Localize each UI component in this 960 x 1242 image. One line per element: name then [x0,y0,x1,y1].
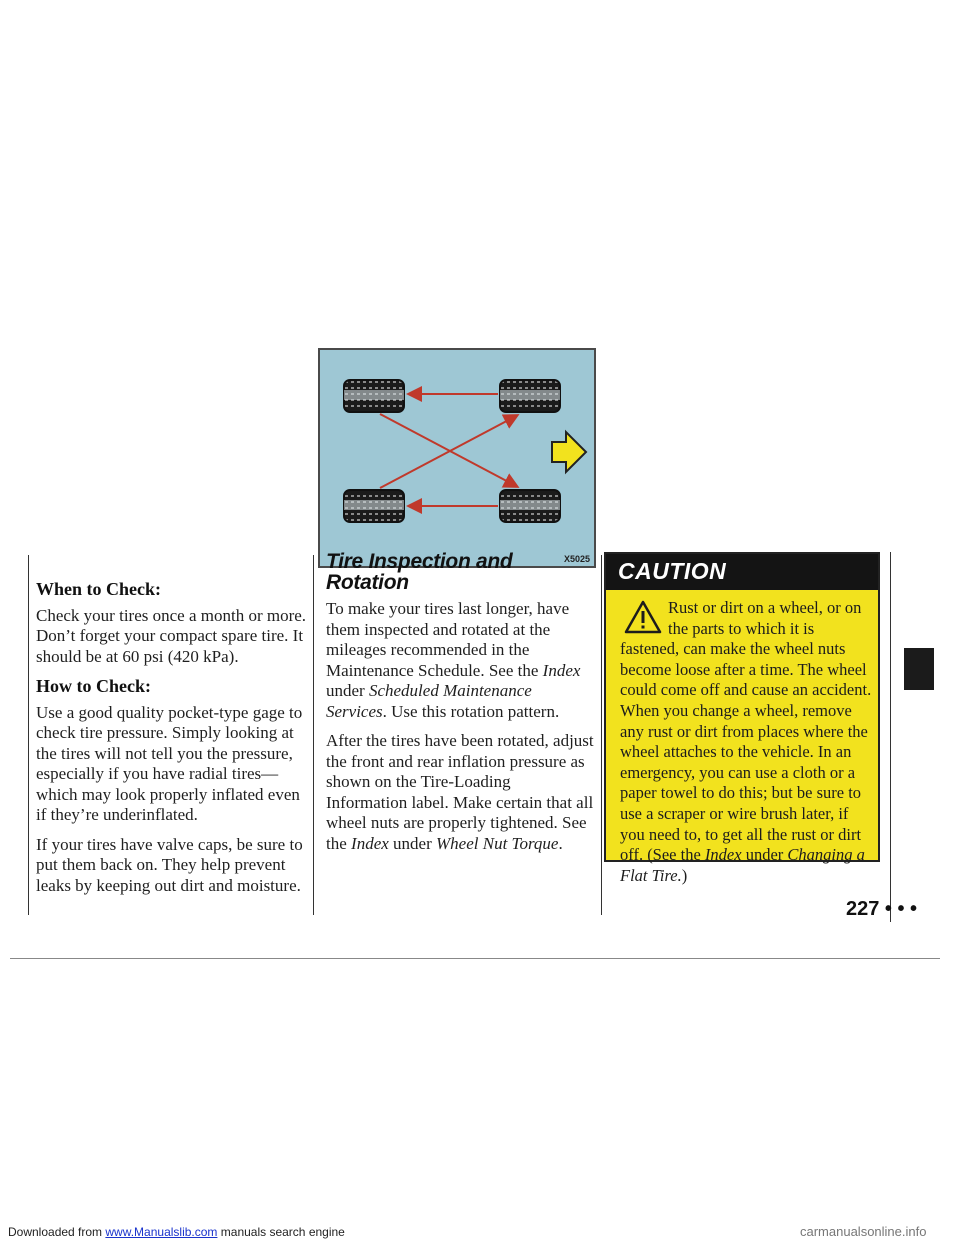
manualslib-link[interactable]: www.Manualslib.com [105,1225,218,1239]
inflation-paragraph [326,731,596,854]
caution-text-2: under [741,845,788,865]
valve-caps-text: If your tires have valve caps, be sure to put them back on. They help prevent leaks by keeping out dirt and moisture. [36,834,303,895]
when-to-check-heading: When to Check: [36,579,161,599]
section-title: Tire Inspection and Rotation [326,550,513,594]
wheel-nut-torque-ref: Wheel Nut Torque [436,833,559,853]
rotation-paragraph [326,599,596,722]
bottom-rule [10,958,940,959]
arrow-cross-rl-to-fr [380,416,516,488]
footer-download-note [8,1225,345,1239]
caution-text-1: Rust or dirt on a wheel, or on the parts to which it is fastened, can make the wheel nuts become loose after a time. The wheel could come off and cause an accident. When you change a wheel, remove any rust or dirt from places where the wheel attaches to the vehicle. In an emergency, you can use a cloth or a paper towel to do this; but be sure to use a scraper or wire brush later, if you need to, to get all the rust or dirt off. (See the [620,598,872,865]
caution-text-3: ) [681,865,688,885]
index-ref: Index [704,845,742,865]
scheduled-maintenance-ref: Scheduled Maintenance Services [326,681,532,721]
footer-prefix: Downloaded from [8,1225,106,1239]
tire-rotation-diagram [320,350,594,566]
rotation-text-1: To make your tires last longer, have them inspected and rotated at the mileages recommended in the Maintenance Schedule. See the [326,599,570,680]
footer-suffix: manuals search engine [217,1225,345,1239]
how-to-check-text: Use a good quality pocket-type gage to check tire pressure. Simply looking at the tires will not tell you the pressure, especially if you have radial tires—which may look properly inflated even if they’re underinflated. [36,702,303,824]
tire-front-right-icon [500,380,560,412]
column-rule-left [28,555,29,915]
rotation-text-3: . Use this rotation pattern. [382,701,560,721]
how-to-check-heading: How to Check: [36,676,151,696]
tire-rear-right-icon [500,490,560,522]
inflation-text-2: under [388,833,437,853]
changing-flat-tire-ref: Changing a Flat Tire. [620,845,865,885]
figure-code: X5025 [563,554,590,564]
warning-triangle-icon [624,600,662,634]
tire-rear-left-icon [344,490,404,522]
caution-title: CAUTION [618,558,727,584]
caution-box [604,552,880,885]
index-ref: Index [542,660,581,680]
caution-header [606,554,878,590]
column-rule-far-right [890,552,891,922]
section-tab-marker [904,648,934,690]
caution-text [620,598,876,886]
left-column [36,579,308,905]
forward-direction-arrow-icon [552,432,586,472]
when-to-check-text: Check your tires once a month or more. Don’t forget your compact spare tire. It should be at 60 psi (420 kPa). [36,605,307,666]
column-rule-right [601,555,602,915]
tire-rotation-figure [318,348,596,568]
arrow-cross-fl-to-rr [380,414,516,486]
rotation-text-2: under [326,681,369,700]
middle-column [326,552,596,863]
column-rule-center [313,555,314,915]
footer-watermark: carmanualsonline.info [800,1224,927,1239]
page-number: 227 • • • [846,898,918,920]
inflation-text-1: After the tires have been rotated, adjust the front and rear inflation pressure as shown on the Tire-Loading Information label. Make certain that all wheel nuts are properly tightened. See the [326,731,594,853]
tire-front-left-icon [344,380,404,412]
inflation-text-3: . [558,833,563,853]
index-ref: Index [351,833,389,853]
